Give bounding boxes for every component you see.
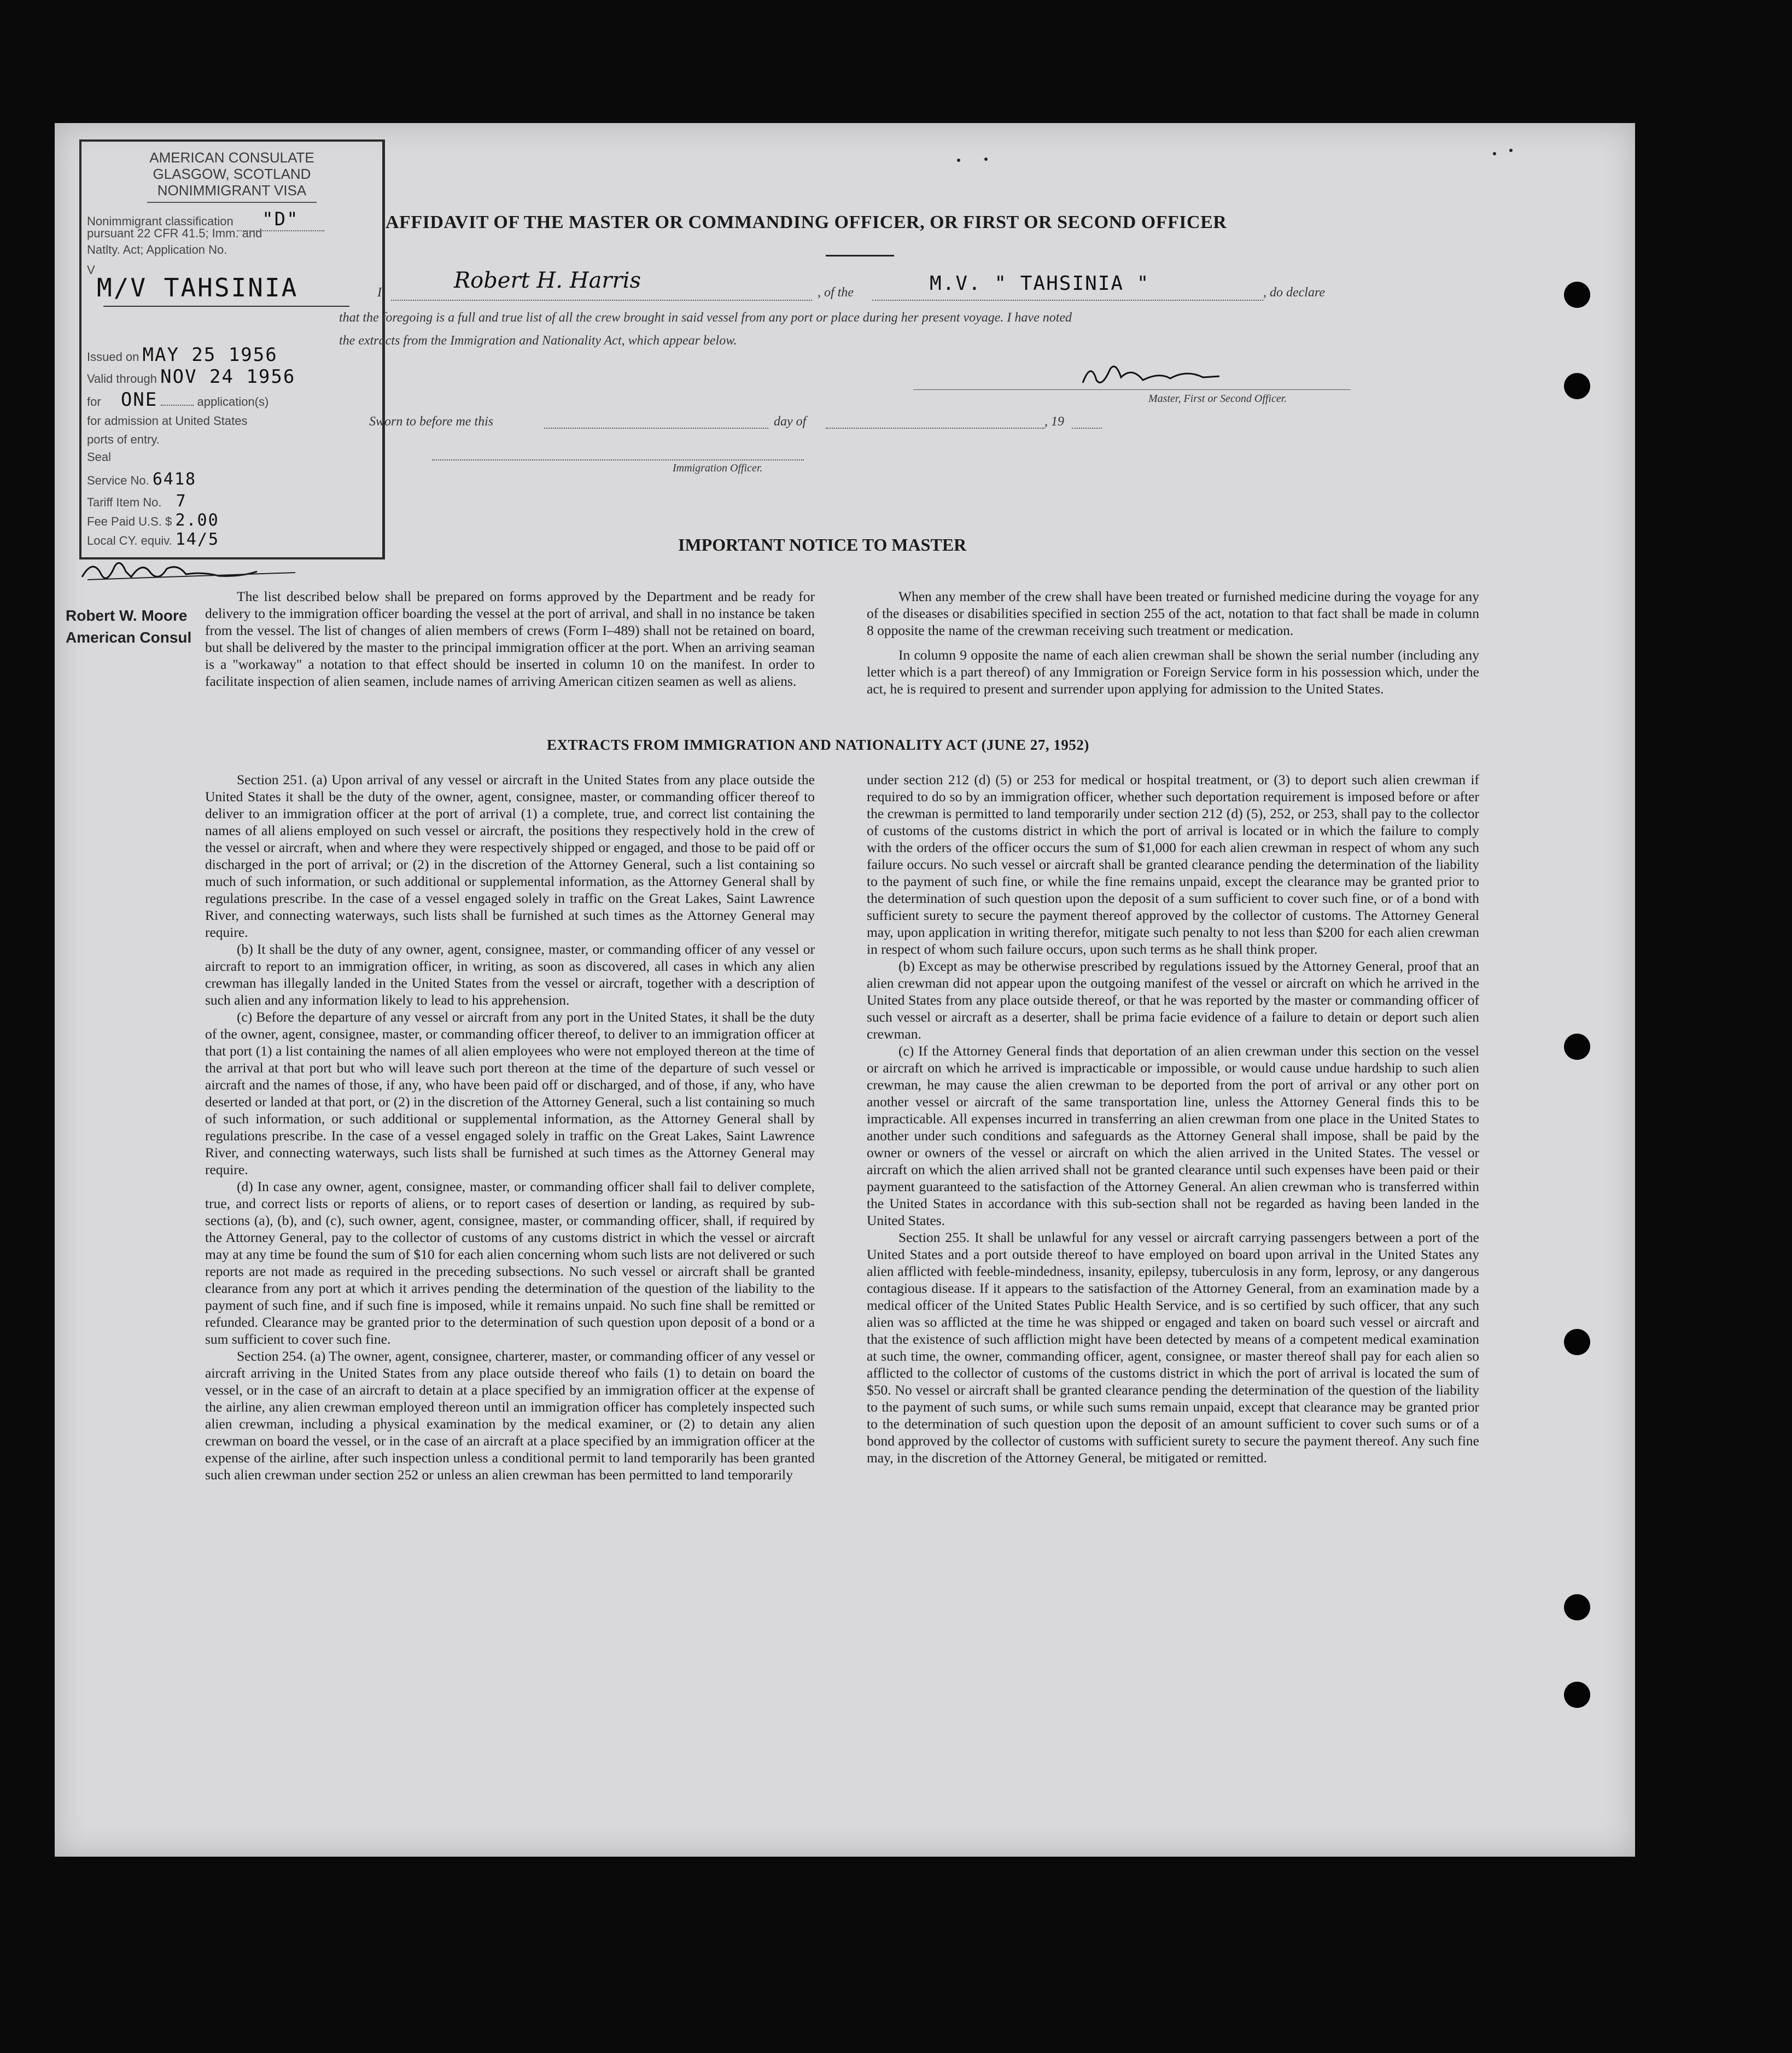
pursuant-line: pursuant 22 CFR 41.5; Imm. and bbox=[87, 226, 262, 240]
stamp-header-line: NONIMMIGRANT VISA bbox=[157, 182, 307, 199]
extract-paragraph: Section 251. (a) Upon arrival of any vessel or aircraft in the United States from any place outside the United States it shall be the duty of the owner, agent, consignee, master, or commanding officer thereof to deliver to an immigration officer at the port of arrival (1) a complete, true, and correct list containing the names of all aliens employed on such vessel or aircraft, the positions they respectively hold in the crew of the vessel or aircraft, when and where they were respectively shipped or engaged, and those to be paid off or discharged in the port of arrival; or (2) in the discretion of the Attorney General, such a list containing so much of such information, or such additional or supplemental information, as the Attorney General shall by regulations prescribe. In the case of a vessel engaged solely in traffic on the Great Lakes, Saint Lawrence River, and connecting waterways, such lists shall be furnished at such times as the Attorney General may require. bbox=[205, 772, 815, 940]
service-label: Service No. bbox=[87, 474, 149, 487]
officer-caption: Immigration Officer. bbox=[673, 462, 763, 474]
punch-hole bbox=[1564, 1329, 1590, 1355]
issued-label: Issued on bbox=[87, 350, 139, 364]
vessel-underline bbox=[103, 306, 349, 307]
affidavit-line-2: that the foregoing is a full and true list of all the crew brought in said vessel from any port or place during her present voyage. I have noted bbox=[339, 311, 1072, 325]
extract-paragraph: (d) In case any owner, agent, consignee, master, or commanding officer shall fail to deliver complete, true, and correct lists or reports of aliens, or to report cases of desertion or landing, as required by sub-sections (a), (b), and (c), such owner, agent, consignee, master, or commanding officer, shall, if required by the Attorney General, pay to the collector of customs of any customs district in which the vessel or aircraft may at any time be found the sum of $10 for each alien concerning whom such lists are not delivered or such reports are not made as required in the preceding subsections. No such vessel or aircraft shall be granted clearance from any port at which it arrives pending the determination of the question of the liability to the payment of such fine, and if such fine is imposed, while it remains unpaid. No such fine shall be remitted or refunded. Clearance may be granted prior to the determination of such question upon deposit of a bond or a sum sufficient to cover such fine. bbox=[205, 1179, 815, 1347]
tariff-label: Tariff Item No. bbox=[87, 495, 162, 509]
punch-hole bbox=[1564, 1594, 1590, 1620]
extract-paragraph: Section 254. (a) The owner, agent, consignee, charterer, master, or commanding officer of any vessel or aircraft arriving in the United States from any place outside thereof who fails (1) to detain on board the vessel, or in the case of an aircraft to detain at a place specified by an immigration officer at the expense of the airline, any alien crewman employed thereon until an immigration officer has completely inspected such alien crewman, including a physical examination by the medical examiner, or (2) to detain any alien crewman on board the vessel, or in the case of an aircraft at a place specified by an immigration officer at the expense of the airline, after such inspection unless a conditional permit to land temporarily has been granted such alien crewman under section 252 or unless an alien crewman has been permitted to land temporarily bbox=[205, 1348, 815, 1483]
consul-signature bbox=[77, 555, 306, 588]
punch-hole bbox=[1564, 373, 1590, 399]
day-dotted-line bbox=[826, 428, 1044, 429]
notice-left-column bbox=[205, 588, 815, 690]
speck bbox=[957, 159, 960, 162]
valid-value: NOV 24 1956 bbox=[160, 366, 296, 388]
vessel-name: M/V TAHSINIA bbox=[97, 273, 299, 302]
year-dotted-line bbox=[1072, 428, 1102, 429]
service-value: 6418 bbox=[152, 470, 197, 489]
i-label: I, bbox=[377, 285, 385, 300]
ports-line: ports of entry. bbox=[87, 433, 160, 446]
classification-label: Nonimmigrant classification bbox=[87, 214, 234, 228]
consul-title: American Consul bbox=[66, 629, 192, 646]
consul-name: Robert W. Moore bbox=[66, 607, 188, 624]
extract-paragraph: (b) Except as may be otherwise prescribed by regulations issued by the Attorney General, proof that an alien crewman did not appear upon the outgoing manifest of the vessel or aircraft on which he arrived in the United States from any place outside thereof, or that he was reported by the master or commanding officer of such vessel or aircraft as a deserter, shall be prima facie evidence of a failure to detain or deport such alien crewman. bbox=[867, 958, 1479, 1042]
consulate-visa-stamp bbox=[79, 139, 385, 559]
local-value: 14/5 bbox=[175, 530, 220, 549]
master-signature bbox=[1077, 355, 1241, 394]
notice-left-paragraph: The list described below shall be prepared on forms approved by the Department and be ready for delivery to the immigration officer boarding the vessel at the port of arrival, and shall in no instance be taken from the vessel. The list of changes of alien members of crews (Form I–489) shall not be retained on board, but shall be delivered by the master to the principal immigration officer at the port. When an arriving seaman is a "workaway" a notation to that effect should be inserted in column 10 on the manifest. In order to facilitate inspection of alien seamen, include names of arriving American citizen seamen as well as aliens. bbox=[205, 588, 815, 689]
notice-right-paragraph: When any member of the crew shall have been treated or furnished medicine during the voyage for any of the diseases or disabilities specified in section 255 of the act, notation to that fact shall be made in column 8 opposite the name of the crewman receiving such treatment or medication. bbox=[867, 588, 1479, 638]
seal-line: Seal bbox=[87, 450, 112, 464]
speck bbox=[984, 158, 988, 161]
for-label: for bbox=[87, 395, 101, 409]
valid-label: Valid through bbox=[87, 372, 157, 386]
fee-label: Fee Paid U.S. $ bbox=[87, 515, 172, 528]
name-dotted-line bbox=[391, 300, 812, 301]
stamp-divider bbox=[147, 202, 317, 203]
punch-hole bbox=[1564, 1034, 1590, 1060]
classification-value: "D" bbox=[262, 208, 299, 230]
local-label: Local CY. equiv. bbox=[87, 534, 172, 547]
extract-paragraph: (c) Before the departure of any vessel or aircraft from any port in the United States, it shall be the duty of the owner, agent, consignee, master, or commanding officer thereof, to deliver to an immigration officer at that port (1) a list containing the names of all alien employees who were not employed thereon at the time of the arrival at that port but who will leave such port thereon at the time of the departure of such vessel or aircraft and the names of those, if any, who have been paid off or discharged, and of those, if any, who have deserted or landed at that port, or (2) in the discretion of the Attorney General, such a list containing so much of such information, or such additional or supplemental information, as the Attorney General shall by regulations prescribe. In the case of a vessel engaged solely in traffic on the Great Lakes, Saint Lawrence River, and connecting waterways, such lists shall be furnished at such times as the Attorney General may require. bbox=[205, 1009, 815, 1177]
notice-title: IMPORTANT NOTICE TO MASTER bbox=[678, 535, 967, 555]
extracts-title: EXTRACTS FROM IMMIGRATION AND NATIONALITY ACT (JUNE 27, 1952) bbox=[547, 737, 1089, 753]
sworn-label: Sworn to before me this bbox=[369, 415, 494, 429]
affidavit-line-3: the extracts from the Immigration and Nationality Act, which appear below. bbox=[339, 334, 737, 348]
of-the-label: , of the bbox=[818, 285, 854, 300]
vessel-dotted-line bbox=[872, 300, 1263, 301]
extract-paragraph: Section 255. It shall be unlawful for any vessel or aircraft carrying passengers between a port of the United States and a port outside thereof to have employed on board upon arrival in the United States any alien afflicted with feeble-mindedness, insanity, epilepsy, tuberculosis in any form, leprosy, or any dangerous contagious disease. If it appears to the satisfaction of the Attorney General, from an examination made by a medical officer of the United States Public Health Service, and is so certified by such officer, that any such alien was so afflicted at the time he was shipped or engaged and taken on board such vessel or aircraft and that the existence of such affliction might have been detected by means of a competent medical examination at such time, the owner, commanding officer, agent, consignee, or master thereof shall pay for each alien so afflicted to the collector of customs of the customs district in which the port of arrival is located the sum of $50. No vessel or aircraft shall be granted clearance pending the determination of the question of the liability to the payment of such sums, or while such sums remain unpaid, except that clearance may be granted prior to the determination of such question upon the deposit of an amount sufficient to cover such sums or of a bond approved by the collector of customs with sufficient surety to secure the payment thereof. Any such fine may, in the discretion of the Attorney General, be mitigated or remitted. bbox=[867, 1229, 1479, 1466]
officer-name: Robert H. Harris bbox=[454, 268, 641, 293]
admission-line: for admission at United States bbox=[87, 414, 248, 428]
tariff-value: 7 bbox=[176, 492, 187, 511]
title-rule bbox=[826, 255, 894, 256]
stamp-header-line: GLASGOW, SCOTLAND bbox=[153, 166, 311, 182]
officer-dotted-line bbox=[432, 459, 804, 460]
stamp-header-line: AMERICAN CONSULATE bbox=[149, 149, 314, 166]
signature-caption: Master, First or Second Officer. bbox=[1148, 393, 1287, 405]
extract-paragraph: under section 212 (d) (5) or 253 for medical or hospital treatment, or (3) to deport such alien crewman if required to do so by an immigration officer, whether such deportation requirement is imposed before or after the crewman is permitted to land temporarily under section 212 (d) (5), 252, or 253, shall pay to the collector of customs of the customs district in which the port of arrival is located or in which the failure to comply with the orders of the officer occurs the sum of $1,000 for each alien crewman in respect of whom any such failure occurs. No such vessel or aircraft shall be granted clearance pending the determination of the liability to the payment of such fine, or while the fine remains unpaid, except the clearance may be granted prior to the determination of such question upon the deposit of a sum sufficient to cover such fine, or of a bond with sufficient surety to secure the payment thereof approved by the collector of customs. The Attorney General may, upon application in writing therefor, mitigate such penalty to not less than $200 for each alien crewman in respect of whom such failure occurs, upon such terms as he shall think proper. bbox=[867, 772, 1479, 957]
day-of-label: day of bbox=[774, 415, 807, 429]
sworn-dotted-line bbox=[544, 428, 768, 429]
notice-right-column bbox=[867, 588, 1479, 697]
signature-line bbox=[913, 389, 1351, 390]
issued-value: MAY 25 1956 bbox=[142, 344, 278, 366]
affidavit-title: AFFIDAVIT OF THE MASTER OR COMMANDING OFFICER, OR FIRST OR SECOND OFFICER bbox=[386, 212, 1227, 232]
do-declare-label: , do declare bbox=[1263, 285, 1326, 300]
year-label: , 19 bbox=[1044, 415, 1064, 429]
punch-hole bbox=[1564, 1682, 1590, 1708]
speck bbox=[1509, 149, 1513, 152]
punch-hole bbox=[1564, 282, 1590, 308]
extract-paragraph: (b) It shall be the duty of any owner, agent, consignee, master, or commanding officer of any vessel or aircraft to report to an immigration officer, in writing, as soon as discovered, all cases in which any alien crewman has illegally landed in the United States from the vessel or aircraft, together with a description of such alien and any information likely to lead to his apprehension. bbox=[205, 941, 815, 1008]
affidavit-vessel: M.V. " TAHSINIA " bbox=[930, 272, 1150, 295]
applications-label: application(s) bbox=[197, 395, 269, 409]
act-line: Natlty. Act; Application No. bbox=[87, 243, 227, 256]
for-value: ONE bbox=[120, 389, 158, 411]
fee-value: 2.00 bbox=[175, 511, 219, 530]
v-label: V bbox=[87, 263, 95, 277]
extracts-right-column bbox=[867, 771, 1479, 1466]
extract-paragraph: (c) If the Attorney General finds that deportation of an alien crewman under this section on the vessel or aircraft on which he arrived is impracticable or impossible, or would cause undue hardship to such alien crewman, he may cause the alien crewman to be deported from the port of arrival or any other port on another vessel or aircraft of the same transportation line, unless the Attorney General finds this to be impracticable. All expenses incurred in transferring an alien crewman from one place in the United States to another under such conditions and safeguards as the Attorney General shall impose, shall be paid by the owner or owners of the vessel or aircraft on which the alien arrived in the United States. The vessel or aircraft on which the alien arrived shall not be granted clearance until such expenses have been paid or their payment guaranteed to the satisfaction of the Attorney General. An alien crewman who is transferred within the United States in accordance with this sub-section shall not be regarded as having been landed in the United States. bbox=[867, 1043, 1479, 1228]
extracts-left-column bbox=[205, 771, 815, 1483]
notice-right-paragraph: In column 9 opposite the name of each alien crewman shall be shown the serial number (including any letter which is a part thereof) of any Immigration or Foreign Service form in his possession which, under the act, he is required to present and surrender upon applying for admission to the United States. bbox=[867, 647, 1479, 697]
speck bbox=[1493, 152, 1496, 155]
